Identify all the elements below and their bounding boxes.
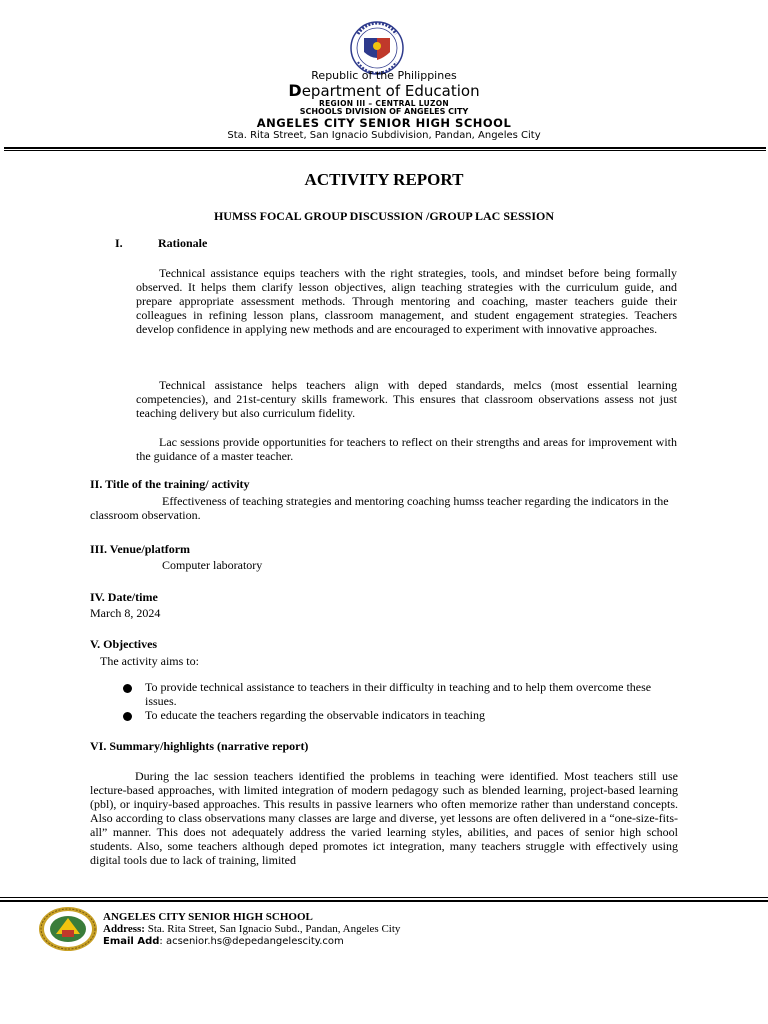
objectives-intro: The activity aims to: [100, 654, 199, 668]
section-number-rationale: I. [115, 236, 123, 250]
header-address: Sta. Rita Street, San Ignacio Subdivision, Pandan, Angeles City [227, 130, 541, 141]
header-divider-thin [4, 150, 766, 151]
section-heading-summary: VI. Summary/highlights (narrative report) [90, 739, 309, 753]
section-heading-objectives: V. Objectives [90, 637, 158, 651]
header-republic: Republic of the Philippines [311, 69, 457, 82]
footer-email-text: : acsenior.hs@depedangelescity.com [159, 936, 344, 947]
document-title: ACTIVITY REPORT [304, 170, 464, 189]
rationale-paragraph: Technical assistance equips teachers with the right strategies, tools, and mindset before being formally observed. It helps them clarify lesson objectives, align teaching strategies with the curriculum guide, and prepare appropriate assessment methods. Through mentoring and coaching, master teachers guide their colleagues in refining lesson plans, classroom management, and student engagement strategies. Teachers develop confidence in applying new methods and are encouraged to experiment with innovative approaches. [136, 266, 677, 336]
footer-email-label: Email Add [103, 936, 160, 947]
section-heading-rationale: Rationale [158, 236, 208, 250]
footer-email [103, 936, 344, 947]
venue-text: Computer laboratory [162, 558, 263, 572]
header-divider [4, 147, 766, 149]
document-subtitle: HUMSS FOCAL GROUP DISCUSSION /GROUP LAC SESSION [213, 209, 555, 223]
rationale-paragraph: Technical assistance helps teachers align with deped standards, melcs (most essential learning competencies), and 21st-century skills framework. This ensures that classroom observations assess not just teaching delivery but also curriculum fidelity. [136, 378, 677, 420]
bullet-icon [123, 712, 132, 721]
school-seal-icon [38, 906, 98, 952]
header-region: REGION III – CENTRAL LUZON [319, 99, 449, 108]
deped-seal-icon [344, 20, 410, 76]
summary-text: During the lac session teachers identified the problems in teaching were identified. Most teachers still use lecture-based approaches, with limited integration of modern pedagogy such as blended learning, project-based learning (pbl), or inquiry-based approaches. This results in passive learners who often memorize rather than understand concepts. Also according to class observations many classes are large and diverse, yet lessons are often delivered in a “one-size-fits-all” manner. This does not adequately address the varied learning styles, abilities, and paces of senior high school students. Also, some teachers although deped promotes ict integration, many teachers struggle with effectively using digital tools due to lack of training, limited [90, 769, 678, 867]
title-of-training-text: Effectiveness of teaching strategies and mentoring coaching humss teacher regarding the indicators in the classroom observation. [90, 494, 669, 522]
header-department [0, 81, 768, 100]
rationale-paragraph: Lac sessions provide opportunities for teachers to reflect on their strengths and areas for improvement with the guidance of a master teacher. [136, 435, 677, 463]
bullet-icon [123, 684, 132, 693]
objective-item: To provide technical assistance to teachers in their difficulty in teaching and to help them overcome these issues. [145, 680, 652, 708]
header-division: SCHOOLS DIVISION OF ANGELES CITY [299, 107, 469, 116]
header-department-initial: D [288, 81, 302, 100]
section-heading-venue: III. Venue/platform [90, 542, 191, 556]
section-heading-datetime: IV. Date/time [90, 590, 158, 604]
footer-divider-thin [0, 897, 768, 898]
datetime-text: March 8, 2024 [90, 606, 161, 620]
footer-address-label: Address: [103, 923, 145, 935]
footer-school-name: ANGELES CITY SENIOR HIGH SCHOOL [103, 911, 313, 923]
footer-divider [0, 900, 768, 902]
footer-address [103, 923, 400, 935]
header-department-rest: epartment of Education [301, 82, 480, 100]
section-heading-title-of-training: II. Title of the training/ activity [90, 477, 250, 491]
objective-item: To educate the teachers regarding the observable indicators in teaching [145, 708, 486, 722]
footer-address-text: Sta. Rita Street, San Ignacio Subd., Pandan, Angeles City [144, 923, 401, 935]
header-school-name: ANGELES CITY SENIOR HIGH SCHOOL [256, 116, 512, 130]
